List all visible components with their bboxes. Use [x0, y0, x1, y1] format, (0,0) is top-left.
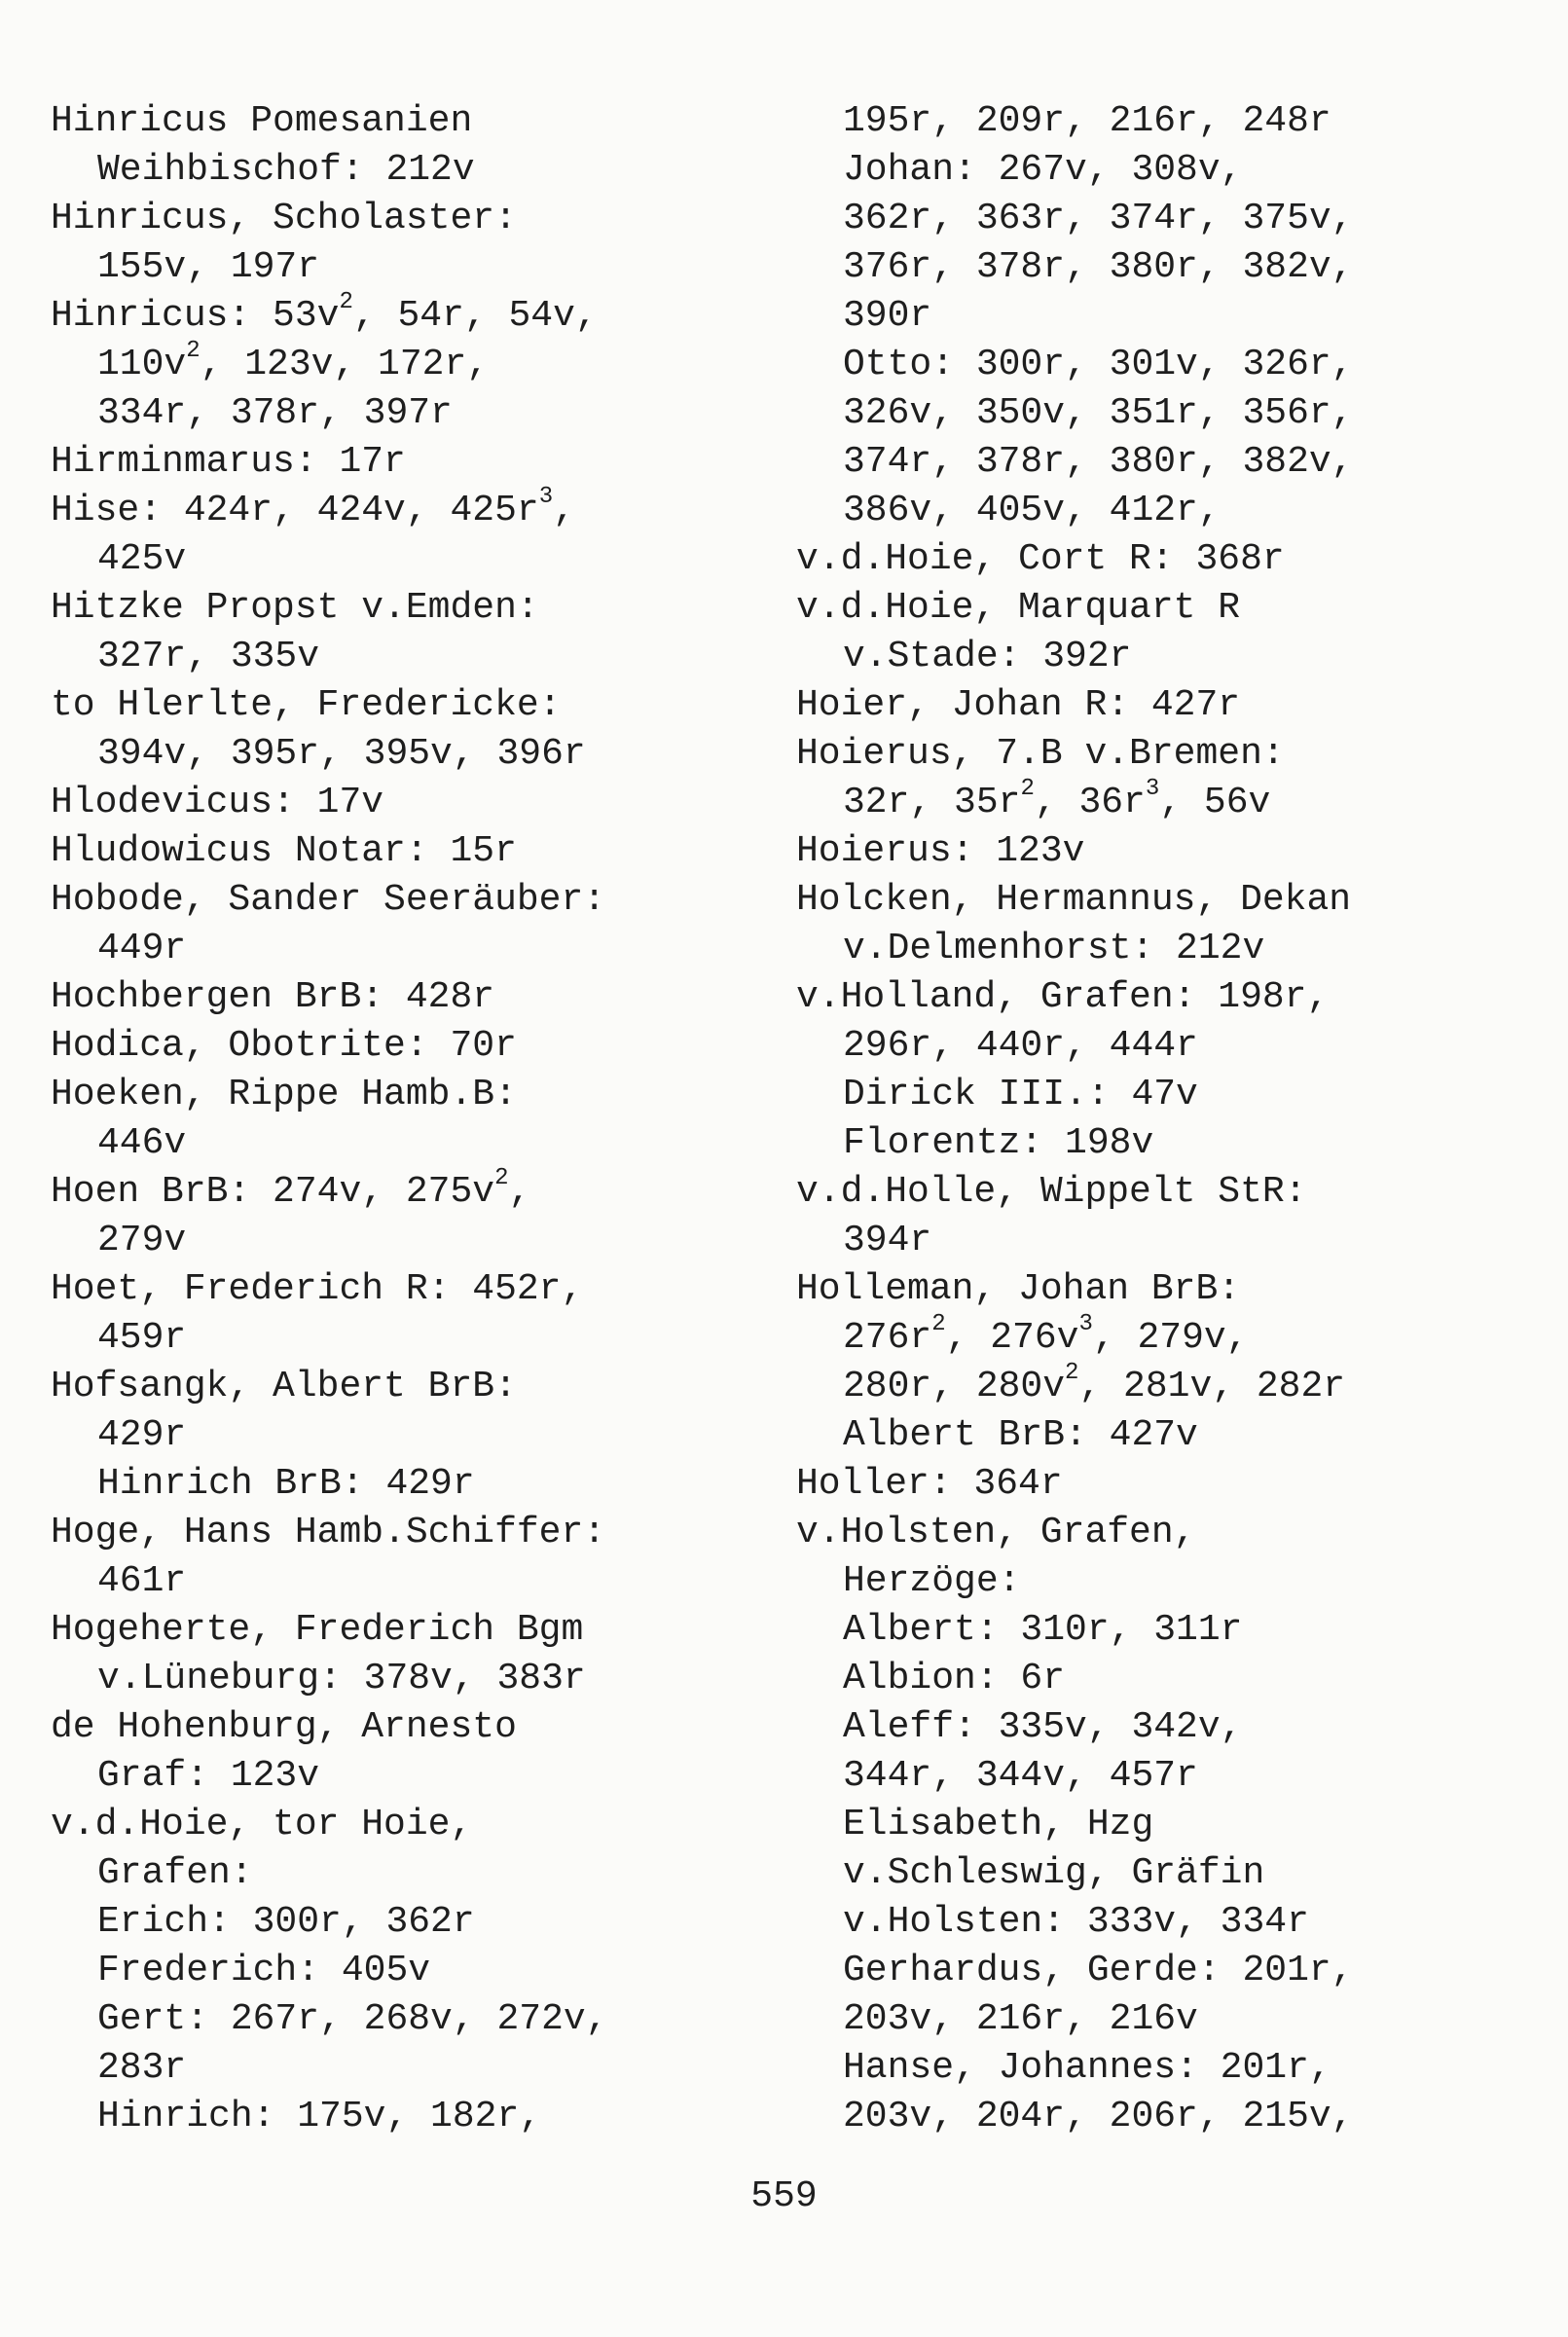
- index-line: Hitzke Propst v.Emden:: [51, 587, 539, 629]
- index-line: 429r: [97, 1414, 187, 1456]
- index-line: to Hlerlte, Fredericke:: [51, 684, 562, 726]
- index-line: Dirick III.: 47v: [843, 1074, 1198, 1115]
- index-line: Hoet, Frederich R: 452r,: [51, 1268, 584, 1310]
- index-line: Hoge, Hans Hamb.Schiffer:: [51, 1512, 606, 1553]
- index-line: 283r: [97, 2047, 187, 2089]
- index-line: Holler: 364r: [796, 1463, 1063, 1505]
- index-line: Hofsangk, Albert BrB:: [51, 1366, 517, 1407]
- index-line: de Hohenburg, Arnesto: [51, 1706, 517, 1748]
- index-line: Holcken, Hermannus, Dekan: [796, 879, 1352, 921]
- index-line: Elisabeth, Hzg: [843, 1804, 1154, 1845]
- index-line: 459r: [97, 1317, 187, 1359]
- index-line: v.Holsten, Grafen,: [796, 1512, 1196, 1553]
- index-line: 376r, 378r, 380r, 382v,: [843, 246, 1354, 288]
- index-line: $110v^2$, 123v, 172r,: [97, 338, 490, 385]
- index-line: 32r, $35r^2$, $36r^3$, 56v: [843, 776, 1271, 823]
- index-line: 280r, $280v^2$, 281v, 282r: [843, 1360, 1346, 1407]
- index-line: 394r: [843, 1220, 932, 1261]
- index-line: 296r, 440r, 444r: [843, 1025, 1198, 1067]
- index-line: Florentz: 198v: [843, 1122, 1154, 1164]
- index-line: 461r: [97, 1560, 187, 1602]
- index-line: Hobode, Sander Seeräuber:: [51, 879, 606, 921]
- index-line: 334r, 378r, 397r: [97, 392, 453, 434]
- index-line: 326v, 350v, 351r, 356r,: [843, 392, 1354, 434]
- index-line: v.Delmenhorst: 212v: [843, 928, 1265, 969]
- index-line: 386v, 405v, 412r,: [843, 490, 1221, 531]
- index-line: Hogeherte, Frederich Bgm: [51, 1609, 584, 1651]
- index-line: Weihbischof: 212v: [97, 149, 475, 191]
- index-line: Hirminmarus: 17r: [51, 441, 406, 483]
- index-line: Hinricus Pomesanien: [51, 100, 473, 142]
- index-line: Gert: 267r, 268v, 272v,: [97, 1998, 608, 2040]
- index-line: Erich: 300r, 362r: [97, 1901, 475, 1943]
- index-line: Hoen BrB: 274v, $275v^2$,: [51, 1165, 531, 1213]
- index-line: v.Holsten: 333v, 334r: [843, 1901, 1309, 1943]
- index-line: 374r, 378r, 380r, 382v,: [843, 441, 1354, 483]
- index-column-left: [51, 97, 751, 2141]
- index-line: Hoierus: 123v: [796, 830, 1085, 872]
- index-line: Hodica, Obotrite: 70r: [51, 1025, 517, 1067]
- index-line: 327r, 335v: [97, 636, 320, 677]
- index-line: Hinricus: $53v^2$, 54r, 54v,: [51, 289, 598, 337]
- index-line: Hoier, Johan R: 427r: [796, 684, 1241, 726]
- index-line: Hoeken, Rippe Hamb.B:: [51, 1074, 517, 1115]
- index-line: Gerhardus, Gerde: 201r,: [843, 1950, 1354, 1991]
- index-line: $276r^2$, $276v^3$, 279v,: [843, 1311, 1249, 1359]
- index-line: Hlodevicus: 17v: [51, 782, 384, 823]
- index-line: Hochbergen BrB: 428r: [51, 976, 495, 1018]
- index-line: Hanse, Johannes: 201r,: [843, 2047, 1331, 2089]
- index-line: Herzöge:: [843, 1560, 1021, 1602]
- index-line: Hise: 424r, 424v, $425r^3$,: [51, 484, 575, 531]
- index-line: 449r: [97, 928, 187, 969]
- index-line: v.Holland, Grafen: 198r,: [796, 976, 1330, 1018]
- page-number: 559: [750, 2175, 818, 2217]
- index-line: Graf: 123v: [97, 1755, 320, 1797]
- index-line: Albert BrB: 427v: [843, 1414, 1198, 1456]
- index-line: 203v, 204r, 206r, 215v,: [843, 2096, 1354, 2137]
- index-line: Hoierus, 7.B v.Bremen:: [796, 733, 1285, 775]
- index-line: Albert: 310r, 311r: [843, 1609, 1243, 1651]
- index-line: Hinricus, Scholaster:: [51, 198, 517, 239]
- index-line: v.d.Hoie, tor Hoie,: [51, 1804, 473, 1845]
- index-line: Hludowicus Notar: 15r: [51, 830, 517, 872]
- index-line: v.Lüneburg: 378v, 383r: [97, 1658, 586, 1699]
- index-line: 203v, 216r, 216v: [843, 1998, 1198, 2040]
- index-line: Otto: 300r, 301v, 326r,: [843, 344, 1354, 385]
- index-line: Holleman, Johan BrB:: [796, 1268, 1241, 1310]
- index-line: 390r: [843, 295, 932, 337]
- index-line: 362r, 363r, 374r, 375v,: [843, 198, 1354, 239]
- index-line: Frederich: 405v: [97, 1950, 431, 1991]
- index-line: 425v: [97, 538, 187, 580]
- index-line: v.d.Holle, Wippelt StR:: [796, 1171, 1307, 1213]
- index-line: 394v, 395r, 395v, 396r: [97, 733, 586, 775]
- index-line: 279v: [97, 1220, 187, 1261]
- index-line: v.d.Hoie, Cort R: 368r: [796, 538, 1285, 580]
- index-line: Hinrich: 175v, 182r,: [97, 2096, 542, 2137]
- index-line: 195r, 209r, 216r, 248r: [843, 100, 1331, 142]
- index-line: Albion: 6r: [843, 1658, 1066, 1699]
- index-line: v.d.Hoie, Marquart R: [796, 587, 1241, 629]
- index-line: Grafen:: [97, 1852, 253, 1894]
- index-line: v.Stade: 392r: [843, 636, 1132, 677]
- index-line: Johan: 267v, 308v,: [843, 149, 1243, 191]
- index-column-right: [796, 97, 1497, 2141]
- index-line: 344r, 344v, 457r: [843, 1755, 1198, 1797]
- index-line: 446v: [97, 1122, 187, 1164]
- index-line: 155v, 197r: [97, 246, 320, 288]
- index-line: v.Schleswig, Gräfin: [843, 1852, 1265, 1894]
- index-line: Hinrich BrB: 429r: [97, 1463, 475, 1505]
- index-line: Aleff: 335v, 342v,: [843, 1706, 1243, 1748]
